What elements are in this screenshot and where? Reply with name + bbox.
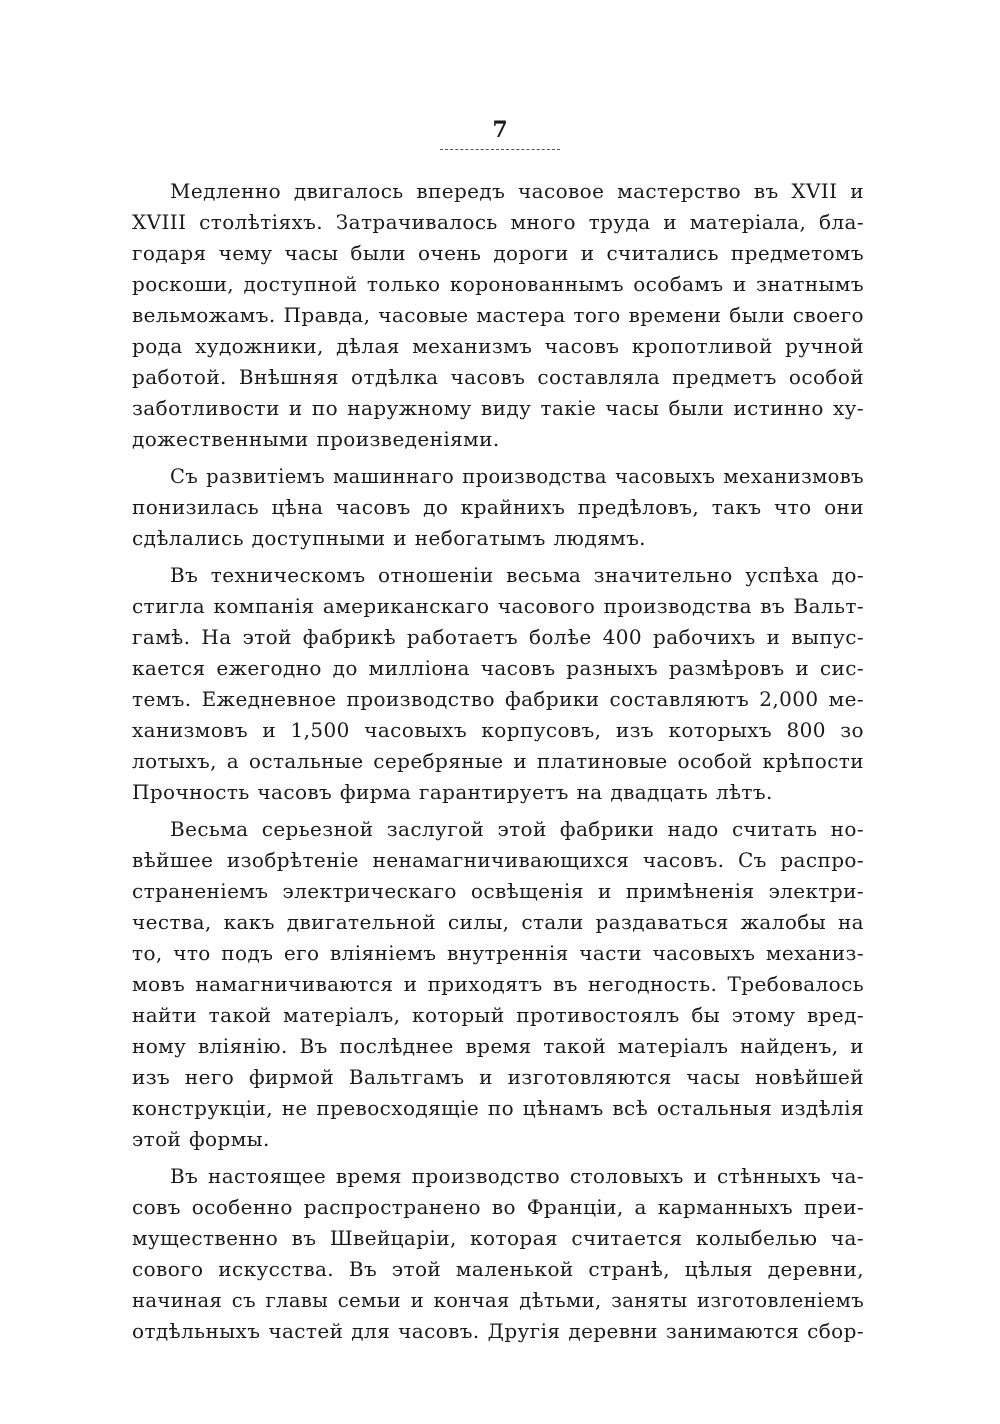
text-line: отдѣльныхъ частей для часовъ. Другія деревни занимаются сбор-: [132, 1319, 864, 1343]
paragraph: [132, 1161, 864, 1347]
paragraph: [132, 461, 864, 554]
text-line: вельможамъ. Правда, часовые мастера того времени были своего: [132, 303, 864, 327]
text-line: сового искусства. Въ этой маленькой странѣ, цѣлыя деревни,: [132, 1257, 864, 1281]
text-line: мовъ намагничиваются и приходятъ въ негодность. Требовалось: [132, 972, 864, 996]
text-line: вѣйшее изобрѣтеніе ненамагничивающихся часовъ. Съ распро-: [132, 848, 864, 872]
text-line: то, что подъ его вліяніемъ внутреннія части часовыхъ механиз-: [132, 941, 864, 965]
text-line: дожественными произведеніями.: [132, 427, 500, 451]
text-line: XVIII столѣтіяхъ. Затрачивалось много труда и матеріала, бла-: [132, 210, 864, 234]
text-line: темъ. Ежедневное производство фабрики составляютъ 2,000 ме-: [132, 687, 864, 711]
text-line: Съ развитіемъ машиннаго производства часовыхъ механизмовъ: [170, 465, 864, 488]
text-line: начиная съ главы семьи и кончая дѣтьми, заняты изготовленіемъ: [132, 1289, 864, 1312]
text-line: чества, какъ двигательной силы, стали раздаваться жалобы на: [132, 910, 864, 934]
text-line: кается ежегодно до милліона часовъ разныхъ размѣровъ и сис-: [132, 656, 864, 680]
text-line: изъ него фирмой Вальтгамъ и изготовляются часы новѣйшей: [132, 1065, 864, 1089]
paragraph: [132, 814, 864, 1155]
text-line: стигла компанія американскаго часового производства въ Вальт-: [132, 594, 864, 618]
page-number: 7: [492, 117, 508, 143]
text-line: ному вліянію. Въ послѣднее время такой матеріалъ найденъ, и: [132, 1034, 864, 1058]
text-line: лотыхъ, а остальные серебряные и платиновые особой крѣпости: [132, 749, 864, 773]
text-line: роскоши, доступной только коронованнымъ особамъ и знатнымъ: [132, 272, 864, 296]
text-line: работой. Внѣшняя отдѣлка часовъ составляла предметъ особой: [132, 365, 864, 389]
header-rule: [440, 149, 560, 150]
text-line: этой формы.: [132, 1127, 270, 1151]
text-line: совъ особенно распространено во Франціи, а карманныхъ преи-: [132, 1195, 864, 1219]
text-line: сдѣлались доступными и небогатымъ людямъ.: [132, 526, 646, 550]
paragraph: [132, 176, 864, 455]
text-line: найти такой матеріалъ, который противостоялъ бы этому вред-: [132, 1003, 864, 1027]
text-line: Въ настоящее время производство столовыхъ и стѣнныхъ ча-: [170, 1164, 864, 1188]
paragraph: [132, 560, 864, 808]
text-line: Медленно двигалось впередъ часовое мастерство въ XVII и: [170, 179, 864, 203]
text-line: годаря чему часы были очень дороги и считались предметомъ: [132, 241, 864, 265]
text-line: страненіемъ электрическаго освѣщенія и примѣненія электри-: [132, 879, 864, 903]
text-line: мущественно въ Швейцаріи, которая считается колыбелью ча-: [132, 1226, 864, 1250]
text-line: заботливости и по наружному виду такіе часы были истинно ху-: [132, 396, 864, 420]
text-line: ханизмовъ и 1,500 часовыхъ корпусовъ, изъ которыхъ 800 зо: [132, 718, 864, 742]
text-line: Прочность часовъ фирма гарантируетъ на двадцать лѣтъ.: [132, 780, 773, 804]
text-line: понизилась цѣна часовъ до крайнихъ предѣловъ, такъ что они: [132, 495, 864, 519]
text-line: рода художники, дѣлая механизмъ часовъ кропотливой ручной: [132, 334, 864, 358]
text-line: гамѣ. На этой фабрикѣ работаетъ болѣе 400 рабочихъ и выпус-: [132, 625, 864, 649]
body-text: [132, 176, 864, 1347]
text-line: конструкціи, не превосходящіе по цѣнамъ всѣ остальныя издѣлія: [132, 1096, 864, 1120]
text-line: Весьма серьезной заслугой этой фабрики надо считать но-: [170, 817, 864, 841]
text-line: Въ техническомъ отношеніи весьма значительно успѣха до-: [170, 563, 864, 587]
